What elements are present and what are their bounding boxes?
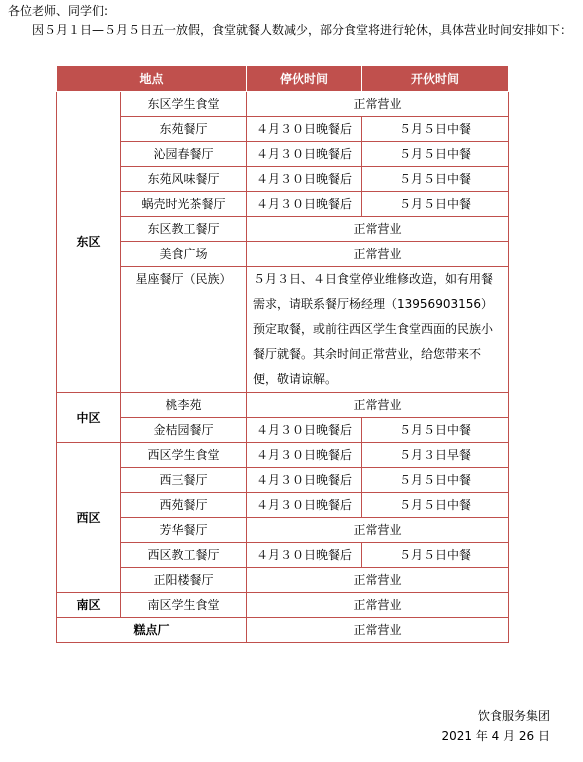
greeting: 各位老师、同学们:: [8, 4, 109, 18]
table-row: [57, 593, 509, 618]
stop-time: ４月３０日晚餐后: [247, 493, 362, 518]
status-cell: 正常营业: [247, 217, 509, 242]
canteen-schedule-table: [56, 65, 509, 643]
stop-time: ４月３０日晚餐后: [247, 418, 362, 443]
canteen-name: 芳华餐厅: [121, 518, 247, 543]
canteen-name: 正阳楼餐厅: [121, 568, 247, 593]
canteen-name: 西区学生食堂: [121, 443, 247, 468]
table-row: [57, 493, 509, 518]
start-time: ５月３日早餐: [362, 443, 509, 468]
stop-time: ４月３０日晚餐后: [247, 117, 362, 142]
intro-paragraph: 因５月１日—５月５日五一放假，食堂就餐人数减少，部分食堂将进行轮休，具体营业时间安排如下：: [32, 23, 573, 37]
table-row: [57, 267, 509, 393]
canteen-name: 西苑餐厅: [121, 493, 247, 518]
table-row: [57, 443, 509, 468]
canteen-name: 西三餐厅: [121, 468, 247, 493]
issue-date: 2021 年 4 月 26 日: [441, 729, 550, 743]
canteen-name: 桃李苑: [121, 393, 247, 418]
canteen-name: 东区教工餐厅: [121, 217, 247, 242]
table-row: [57, 117, 509, 142]
canteen-name: 南区学生食堂: [121, 593, 247, 618]
start-time: ５月５日中餐: [362, 142, 509, 167]
stop-time: ４月３０日晚餐后: [247, 443, 362, 468]
canteen-name: 东苑风味餐厅: [121, 167, 247, 192]
header-stop-time: 停伙时间: [247, 66, 362, 92]
table-row: [57, 543, 509, 568]
issuer-signoff: 饮食服务集团: [477, 709, 550, 723]
table-row: [57, 242, 509, 267]
start-time: ５月５日中餐: [362, 418, 509, 443]
start-time: ５月５日中餐: [362, 167, 509, 192]
canteen-name: 沁园春餐厅: [121, 142, 247, 167]
region-east: 东区: [57, 92, 121, 393]
canteen-name: 金桔园餐厅: [121, 418, 247, 443]
table-row: [57, 217, 509, 242]
canteen-name: 东苑餐厅: [121, 117, 247, 142]
table-row: [57, 518, 509, 543]
status-cell: 正常营业: [247, 92, 509, 117]
table-row: [57, 167, 509, 192]
stop-time: ４月３０日晚餐后: [247, 543, 362, 568]
canteen-name: 星座餐厅（民族）: [121, 267, 247, 393]
table-row: [57, 142, 509, 167]
status-cell: 正常营业: [247, 242, 509, 267]
header-start-time: 开伙时间: [362, 66, 509, 92]
canteen-name: 东区学生食堂: [121, 92, 247, 117]
table-header-row: [57, 66, 509, 92]
note-cell: ５月３日、４日食堂停业维修改造，如有用餐需求，请联系餐厅杨经理（13956903156）预定取餐，或前往西区学生食堂西面的民族小餐厅就餐。其余时间正常营业，给您带来不便，敬请谅解。: [247, 267, 509, 393]
stop-time: ４月３０日晚餐后: [247, 468, 362, 493]
start-time: ５月５日中餐: [362, 192, 509, 217]
region-middle: 中区: [57, 393, 121, 443]
stop-time: ４月３０日晚餐后: [247, 167, 362, 192]
start-time: ５月５日中餐: [362, 117, 509, 142]
status-cell: 正常营业: [247, 618, 509, 643]
table-row: [57, 393, 509, 418]
table-row: [57, 418, 509, 443]
table-row: [57, 468, 509, 493]
table-row: [57, 192, 509, 217]
status-cell: 正常营业: [247, 568, 509, 593]
table-row: [57, 618, 509, 643]
status-cell: 正常营业: [247, 593, 509, 618]
canteen-name: 蜗壳时光茶餐厅: [121, 192, 247, 217]
table-row: [57, 568, 509, 593]
start-time: ５月５日中餐: [362, 468, 509, 493]
region-south: 南区: [57, 593, 121, 618]
start-time: ５月５日中餐: [362, 543, 509, 568]
table-row: [57, 92, 509, 117]
canteen-name: 美食广场: [121, 242, 247, 267]
start-time: ５月５日中餐: [362, 493, 509, 518]
status-cell: 正常营业: [247, 393, 509, 418]
stop-time: ４月３０日晚餐后: [247, 192, 362, 217]
status-cell: 正常营业: [247, 518, 509, 543]
stop-time: ４月３０日晚餐后: [247, 142, 362, 167]
header-location: 地点: [57, 66, 247, 92]
region-west: 西区: [57, 443, 121, 593]
canteen-name: 西区教工餐厅: [121, 543, 247, 568]
region-bakery: 糕点厂: [57, 618, 247, 643]
